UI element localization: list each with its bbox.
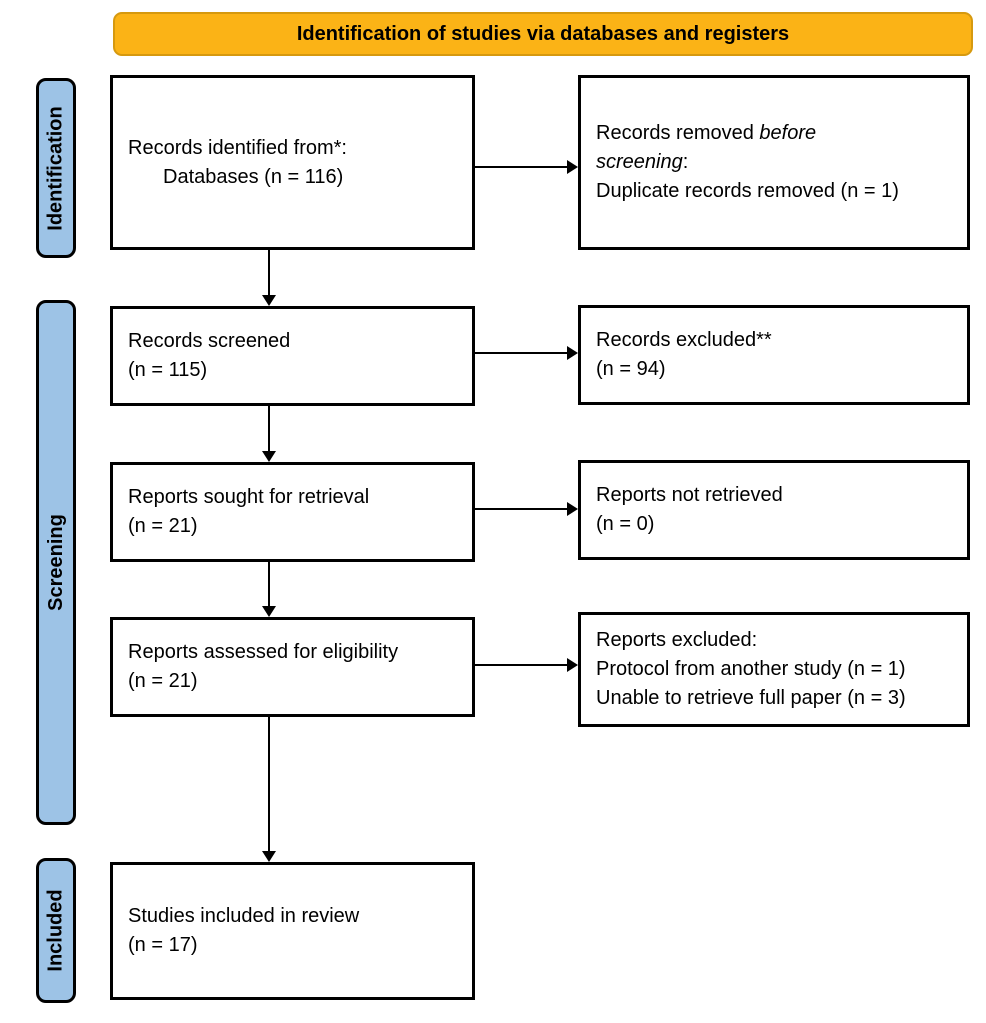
arrow-right-icon [567,658,578,672]
box-line: (n = 17) [128,934,198,956]
box-reports-excluded [578,612,970,727]
box-line: Duplicate records removed (n = 1) [596,180,899,202]
box-records-screened [110,306,475,406]
box-line: (n = 115) [128,359,208,381]
stage-label-included [36,858,76,1003]
box-line: Reports excluded: [596,629,758,651]
box-line: Reports not retrieved [596,484,783,506]
stage-label-screening [36,300,76,825]
box-reports-sought [110,462,475,562]
box-records-excluded [578,305,970,405]
box-line: Records screened [128,330,291,352]
box-line: (n = 94) [596,358,666,380]
box-line: Unable to retrieve full paper (n = 3) [596,687,906,709]
box-line: screening: [596,151,689,173]
box-line: (n = 21) [128,670,198,692]
arrow-down-icon [262,295,276,306]
arrow-sought-to-assessed-line [268,562,270,607]
box-line: Protocol from another study (n = 1) [596,658,906,680]
arrow-right-icon [567,346,578,360]
box-line: Records removed before [596,122,817,144]
box-records-removed [578,75,970,250]
box-line: Databases (n = 116) [163,165,344,188]
arrow-identified-to-removed-line [475,166,567,168]
arrow-assessed-to-excluded-line [475,664,567,666]
arrow-down-icon [262,851,276,862]
arrow-right-icon [567,502,578,516]
box-line: (n = 21) [128,515,198,537]
box-records-identified [110,75,475,250]
box-reports-not-retrieved [578,460,970,560]
header-banner [113,12,973,56]
stage-label-included-text: Included [44,889,67,972]
arrow-identified-to-screened-line [268,250,270,296]
arrow-down-icon [262,451,276,462]
arrow-assessed-to-included-line [268,717,270,852]
box-line: (n = 0) [596,513,655,535]
box-line: Reports assessed for eligibility [128,641,399,663]
arrow-down-icon [262,606,276,617]
arrow-screened-to-excluded-line [475,352,567,354]
arrow-sought-to-notretrieved-line [475,508,567,510]
stage-label-identification [36,78,76,258]
stage-label-identification-text: Identification [44,105,67,231]
box-line: Studies included in review [128,905,360,927]
stage-label-screening-text: Screening [44,514,67,611]
box-line: Records identified from*: [128,136,347,159]
box-reports-assessed [110,617,475,717]
box-line: Records excluded** [596,329,772,351]
box-line: Reports sought for retrieval [128,486,370,508]
arrow-right-icon [567,160,578,174]
arrow-screened-to-sought-line [268,406,270,452]
box-studies-included [110,862,475,1000]
header-label: Identification of studies via databases and registers [296,22,790,45]
